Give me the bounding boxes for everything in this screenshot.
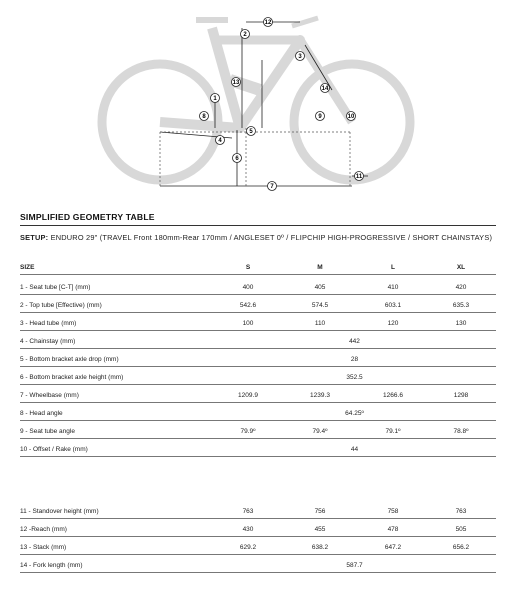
table-row — [20, 330, 496, 349]
setup-label: SETUP: — [20, 233, 49, 242]
row-value-l: 120 — [387, 320, 399, 327]
table-row — [20, 500, 496, 519]
svg-text:6: 6 — [235, 156, 239, 162]
marker-4 — [216, 136, 225, 145]
table-row — [20, 438, 496, 457]
row-value-l: 758 — [387, 508, 399, 515]
row-value-l: 1266.6 — [383, 392, 403, 399]
row-value-xl: 1298 — [453, 392, 469, 399]
table-row — [20, 384, 496, 403]
row-label: 5 - Bottom bracket axle drop (mm) — [20, 356, 119, 363]
marker-8 — [200, 112, 209, 121]
row-label: 14 - Fork length (mm) — [20, 562, 83, 569]
table-row — [20, 276, 496, 295]
row-value-m: 638.2 — [311, 544, 329, 551]
row-label: 2 - Top tube [Effective) (mm) — [20, 302, 102, 309]
size-header-xl: XL — [456, 264, 466, 271]
title-divider — [20, 225, 496, 226]
row-value-xl: 420 — [455, 284, 467, 291]
svg-text:8: 8 — [202, 114, 206, 120]
row-value-l: 410 — [387, 284, 399, 291]
svg-text:13: 13 — [232, 80, 240, 86]
row-value-all-sizes: 44 — [350, 446, 359, 453]
row-value-l: 603.1 — [384, 302, 402, 309]
row-label: 4 - Chainstay (mm) — [20, 338, 76, 345]
row-value-m: 455 — [314, 526, 326, 533]
row-value-m: 756 — [314, 508, 326, 515]
row-value-xl: 656.2 — [452, 544, 470, 551]
marker-13 — [232, 78, 241, 87]
table-row — [20, 554, 496, 573]
svg-text:4: 4 — [218, 138, 222, 144]
row-value-m: 110 — [314, 320, 326, 327]
size-header-m: M — [317, 264, 323, 271]
row-value-s: 1209.9 — [238, 392, 258, 399]
table-row — [20, 402, 496, 421]
table-row — [20, 366, 496, 385]
marker-7 — [268, 182, 277, 191]
svg-text:1: 1 — [213, 96, 217, 102]
svg-text:12: 12 — [264, 20, 272, 26]
row-value-l: 79.1º — [385, 428, 401, 435]
svg-text:10: 10 — [347, 114, 355, 120]
row-value-s: 629.2 — [239, 544, 257, 551]
svg-text:5: 5 — [249, 129, 253, 135]
table-row — [20, 420, 496, 439]
marker-1 — [211, 94, 220, 103]
row-label: 7 - Wheelbase (mm) — [20, 392, 79, 399]
marker-6 — [233, 154, 242, 163]
row-value-s: 79.9º — [240, 428, 256, 435]
row-value-xl: 763 — [455, 508, 467, 515]
row-value-s: 400 — [242, 284, 254, 291]
row-value-m: 405 — [314, 284, 326, 291]
row-value-m: 574.5 — [311, 302, 329, 309]
marker-3 — [296, 52, 305, 61]
table-row — [20, 518, 496, 537]
row-value-s: 542.6 — [239, 302, 257, 309]
row-label: 1 - Seat tube [C-T] (mm) — [20, 284, 91, 291]
row-value-xl: 130 — [455, 320, 467, 327]
row-value-s: 100 — [242, 320, 254, 327]
size-header-l: L — [391, 264, 395, 271]
bike-geometry-diagram — [0, 0, 510, 200]
row-label: 10 - Offset / Rake (mm) — [20, 446, 88, 453]
row-value-s: 763 — [242, 508, 254, 515]
size-header-s: S — [245, 264, 251, 271]
table-row — [20, 294, 496, 313]
row-value-m: 79.4º — [312, 428, 328, 435]
marker-14 — [321, 84, 330, 93]
row-label: 13 - Stack (mm) — [20, 544, 67, 551]
marker-2 — [241, 30, 250, 39]
marker-9 — [316, 112, 325, 121]
table-row — [20, 348, 496, 367]
row-value-all-sizes: 442 — [349, 338, 360, 345]
size-column-header: SIZE — [20, 264, 35, 271]
table-title: SIMPLIFIED GEOMETRY TABLE — [20, 212, 155, 222]
svg-text:14: 14 — [321, 86, 329, 92]
row-value-m: 1239.3 — [310, 392, 330, 399]
marker-11 — [355, 172, 364, 181]
row-value-l: 647.2 — [384, 544, 402, 551]
marker-5 — [247, 127, 256, 136]
svg-text:11: 11 — [355, 174, 363, 180]
row-value-xl: 635.3 — [452, 302, 470, 309]
row-label: 11 - Standover height (mm) — [20, 508, 99, 515]
row-value-all-sizes: 28 — [350, 356, 359, 363]
bike-silhouette — [102, 18, 410, 180]
table-row — [20, 312, 496, 331]
row-label: 6 - Bottom bracket axle height (mm) — [20, 374, 124, 381]
svg-text:7: 7 — [270, 184, 274, 190]
row-value-xl: 78.8º — [453, 428, 469, 435]
setup-text: ENDURO 29" (TRAVEL Front 180mm-Rear 170mm / ANGLESET 0º / FLIPCHIP HIGH-PROGRESSIVE / SHORT CHAINSTAYS) — [48, 233, 493, 242]
row-label: 3 - Head tube (mm) — [20, 320, 77, 327]
marker-12 — [264, 18, 273, 27]
svg-text:2: 2 — [243, 32, 247, 38]
row-value-l: 478 — [387, 526, 399, 533]
marker-10 — [347, 112, 356, 121]
svg-text:9: 9 — [318, 114, 322, 120]
row-label: 12 -Reach (mm) — [20, 526, 67, 533]
svg-text:3: 3 — [298, 54, 302, 60]
row-label: 9 - Seat tube angle — [20, 428, 75, 435]
table-header-row — [20, 262, 496, 275]
row-value-s: 430 — [242, 526, 254, 533]
row-label: 8 - Head angle — [20, 410, 63, 417]
row-value-all-sizes: 587.7 — [346, 562, 363, 569]
table-row — [20, 536, 496, 555]
row-value-all-sizes: 352.5 — [346, 374, 363, 381]
row-value-all-sizes: 64.25º — [345, 410, 364, 417]
row-value-xl: 505 — [455, 526, 467, 533]
setup-description — [20, 232, 496, 243]
